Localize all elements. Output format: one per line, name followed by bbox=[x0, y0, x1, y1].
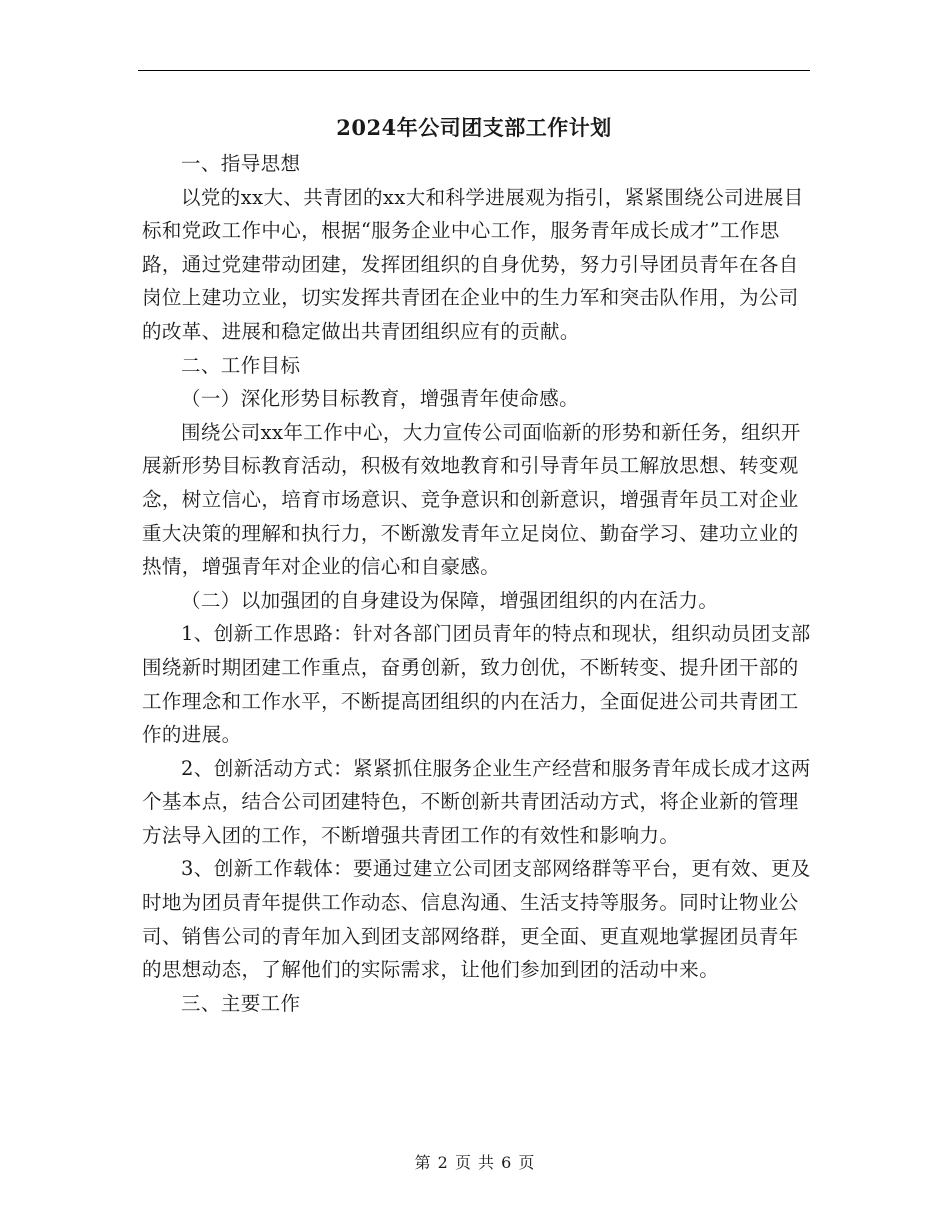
document-body bbox=[142, 147, 812, 1020]
header-rule bbox=[138, 70, 810, 71]
subheading-situation-education: （一）深化形势目标教育，增强青年使命感。 bbox=[181, 387, 580, 411]
heading-guiding-ideology: 一、指导思想 bbox=[181, 152, 301, 175]
heading-main-work: 三、主要工作 bbox=[181, 991, 301, 1015]
paragraph-guiding-ideology: 以党的xx大、共青团的xx大和科学进展观为指引，紧紧围绕公司进展目标和党政工作中心，根据“服务企业中心工作，服务青年成长成才”工作思路，通过党建带动团建，发挥团组织的自身优势，努力引导团员青年在各自岗位上建功立业，切实发挥共青团在企业中的生力军和突击队作用，为公司的改革、进展和稳定做出共青团组织应有的贡献。 bbox=[142, 185, 804, 343]
page-number-footer: 第 2 页 共 6 页 bbox=[414, 1153, 536, 1172]
heading-work-goals: 二、工作目标 bbox=[181, 353, 301, 377]
paragraph-situation-education: 围绕公司xx年工作中心，大力宣传公司面临新的形势和新任务，组织开展新形势目标教育活动，积极有效地教育和引导青年员工解放思想、转变观念，树立信心，培育市场意识、竞争意识和创新意识，增强青年员工对企业重大决策的理解和执行力，不断激发青年立足岗位、勤奋学习、建功立业的热情，增强青年对企业的信心和自豪感。 bbox=[142, 420, 801, 579]
paragraph-innovate-activities: 2、创新活动方式：紧紧抓住服务企业生产经营和服务青年成长成才这两个基本点，结合公司团建特色，不断创新共青团活动方式，将企业新的管理方法导入团的工作，不断增强共青团工作的有效性和影响力。 bbox=[142, 756, 811, 847]
document-title: 2024年公司团支部工作计划 bbox=[336, 115, 612, 140]
paragraph-innovate-carriers: 3、创新工作载体：要通过建立公司团支部网络群等平台，更有效、更及时地为团员青年提供工作动态、信息沟通、生活支持等服务。同时让物业公司、销售公司的青年加入到团支部网络群，更全面、更直观地掌握团员青年的思想动态，了解他们的实际需求，让他们参加到团的活动中来。 bbox=[142, 857, 811, 982]
subheading-self-construction: （二）以加强团的自身建设为保障，增强团组织的内在活力。 bbox=[181, 588, 719, 612]
paragraph-innovate-thinking: 1、创新工作思路：针对各部门团员青年的特点和现状，组织动员团支部围绕新时期团建工作重点，奋勇创新，致力创优，不断转变、提升团干部的工作理念和工作水平，不断提高团组织的内在活力，全面促进公司共青团工作的进展。 bbox=[142, 622, 811, 747]
